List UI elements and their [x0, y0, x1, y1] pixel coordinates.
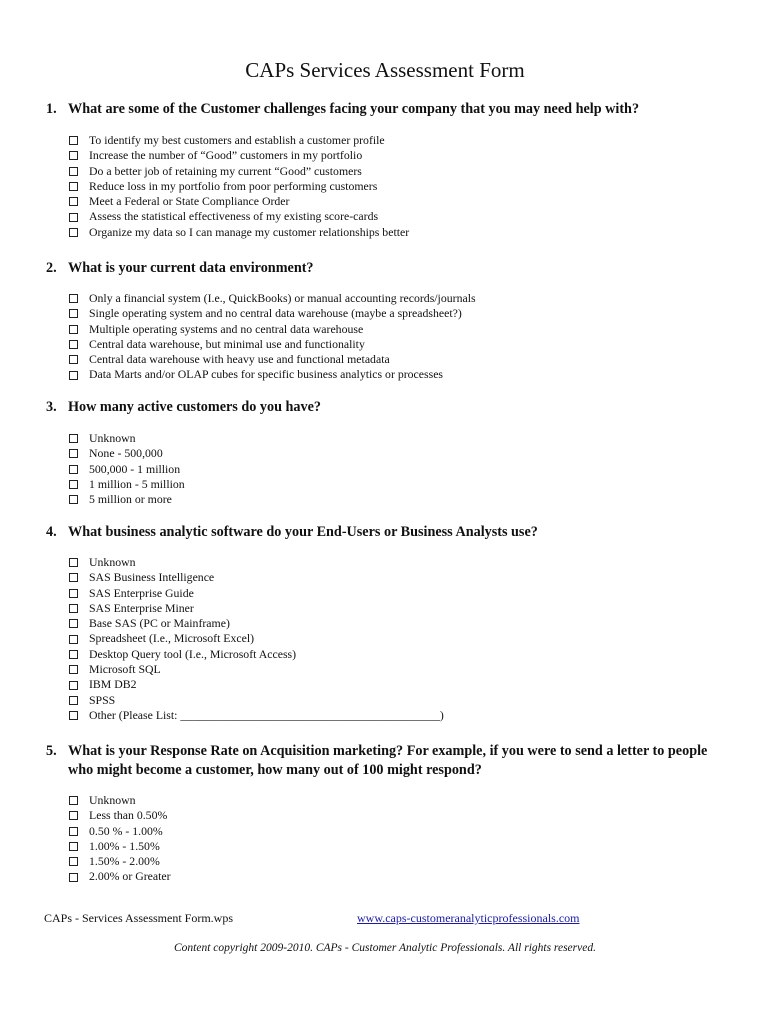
- checkbox[interactable]: [69, 681, 78, 690]
- option-label: SAS Enterprise Guide: [89, 585, 194, 600]
- option-label: Reduce loss in my portfolio from poor performing customers: [89, 178, 378, 193]
- option-label: 2.00% or Greater: [89, 869, 171, 884]
- option-label: Only a financial system (I.e., QuickBooks) or manual accounting records/journals: [89, 291, 476, 305]
- checkbox[interactable]: [69, 827, 78, 836]
- question-4: [46, 523, 726, 542]
- option-item: [69, 194, 409, 209]
- option-item: [69, 854, 171, 869]
- checkbox[interactable]: [69, 309, 78, 318]
- option-label: 5 million or more: [89, 492, 172, 507]
- question-text: What is your current data environment?: [68, 260, 314, 276]
- option-item: [69, 708, 444, 723]
- option-label: Central data warehouse, but minimal use and functionality: [89, 336, 365, 351]
- checkbox[interactable]: [69, 228, 78, 237]
- option-label: Desktop Query tool (I.e., Microsoft Access): [89, 646, 297, 661]
- footer-filename: CAPs - Services Assessment Form.wps: [44, 911, 234, 925]
- option-label: Single operating system and no central data warehouse (maybe a spreadsheet?): [89, 306, 462, 321]
- option-item: [69, 677, 444, 692]
- option-label: To identify my best customers and establish a customer profile: [89, 133, 385, 147]
- checkbox[interactable]: [69, 650, 78, 659]
- checkbox[interactable]: [69, 573, 78, 582]
- option-label: Do a better job of retaining my current “Good” customers: [89, 163, 362, 178]
- option-item: [69, 570, 444, 585]
- option-item: [69, 133, 409, 148]
- checkbox[interactable]: [69, 371, 78, 380]
- option-item: [69, 808, 171, 823]
- option-label: SPSS: [89, 692, 116, 707]
- checkbox[interactable]: [69, 434, 78, 443]
- question-1: [46, 100, 726, 119]
- option-label: Unknown: [89, 793, 136, 807]
- option-label: Unknown: [89, 431, 136, 445]
- question-number: 3.: [46, 399, 57, 415]
- question-number: 4.: [46, 524, 57, 540]
- question-1-options: [69, 133, 409, 240]
- question-number: 1.: [46, 101, 57, 117]
- question-4-options: [69, 555, 444, 723]
- option-label: 0.50 % - 1.00%: [89, 823, 163, 838]
- checkbox[interactable]: [69, 480, 78, 489]
- option-label: 500,000 - 1 million: [89, 461, 181, 476]
- question-3: [46, 398, 726, 417]
- checkbox[interactable]: [69, 294, 78, 303]
- option-item: [69, 322, 476, 337]
- checkbox[interactable]: [69, 182, 78, 191]
- option-item: [69, 586, 444, 601]
- option-item: [69, 179, 409, 194]
- option-item: [69, 693, 444, 708]
- option-label: Meet a Federal or State Compliance Order: [89, 194, 290, 209]
- checkbox[interactable]: [69, 711, 78, 720]
- option-item: [69, 446, 185, 461]
- option-item: [69, 367, 476, 382]
- question-2-options: [69, 291, 476, 383]
- checkbox[interactable]: [69, 811, 78, 820]
- checkbox[interactable]: [69, 213, 78, 222]
- option-label: Less than 0.50%: [89, 808, 168, 823]
- question-text: What are some of the Customer challenges facing your company that you may need help with?: [68, 101, 640, 117]
- checkbox[interactable]: [69, 558, 78, 567]
- option-item: [69, 601, 444, 616]
- option-item: [69, 492, 185, 507]
- option-label: Microsoft SQL: [89, 662, 161, 677]
- checkbox[interactable]: [69, 325, 78, 334]
- option-label: Base SAS (PC or Mainframe): [89, 616, 230, 631]
- option-item: [69, 477, 185, 492]
- option-label: Organize my data so I can manage my customer relationships better: [89, 224, 410, 239]
- option-label: IBM DB2: [89, 677, 137, 692]
- option-item: [69, 164, 409, 179]
- option-item: [69, 209, 409, 224]
- checkbox[interactable]: [69, 167, 78, 176]
- option-label: 1.00% - 1.50%: [89, 838, 160, 853]
- option-label: None - 500,000: [89, 446, 163, 461]
- option-label: 1.50% - 2.00%: [89, 854, 160, 869]
- option-item: [69, 306, 476, 321]
- checkbox[interactable]: [69, 151, 78, 160]
- option-label: Multiple operating systems and no central data warehouse: [89, 321, 364, 336]
- checkbox[interactable]: [69, 340, 78, 349]
- option-item: [69, 291, 476, 306]
- checkbox[interactable]: [69, 665, 78, 674]
- checkbox[interactable]: [69, 635, 78, 644]
- option-item: [69, 824, 171, 839]
- option-item: [69, 869, 171, 884]
- question-5-options: [69, 793, 171, 885]
- checkbox[interactable]: [69, 796, 78, 805]
- checkbox[interactable]: [69, 449, 78, 458]
- checkbox[interactable]: [69, 696, 78, 705]
- checkbox[interactable]: [69, 619, 78, 628]
- option-item: [69, 337, 476, 352]
- checkbox[interactable]: [69, 842, 78, 851]
- option-label: Spreadsheet (I.e., Microsoft Excel): [89, 631, 255, 646]
- question-text: How many active customers do you have?: [68, 399, 321, 415]
- checkbox[interactable]: [69, 197, 78, 206]
- checkbox[interactable]: [69, 495, 78, 504]
- option-item: [69, 431, 185, 446]
- checkbox[interactable]: [69, 355, 78, 364]
- option-item: [69, 555, 444, 570]
- option-item: [69, 462, 185, 477]
- option-label: Increase the number of “Good” customers in my portfolio: [89, 148, 363, 163]
- option-item: [69, 839, 171, 854]
- option-label: Unknown: [89, 555, 136, 569]
- option-item: [69, 662, 444, 677]
- option-label: Other (Please List: ____________________________________________): [89, 707, 444, 722]
- footer-copyright: Content copyright 2009-2010. CAPs - Customer Analytic Professionals. All rights reserved.: [174, 942, 596, 954]
- question-5: [46, 742, 726, 780]
- option-item: [69, 225, 409, 240]
- option-label: SAS Enterprise Miner: [89, 600, 194, 615]
- option-item: [69, 631, 444, 646]
- checkbox[interactable]: [69, 136, 78, 145]
- question-number: 5.: [46, 743, 57, 759]
- option-label: Assess the statistical effectiveness of my existing score-cards: [89, 209, 379, 224]
- option-item: [69, 352, 476, 367]
- question-text: What is your Response Rate on Acquisition marketing? For example, if you were to send a letter to people who might become a customer, how many out of 100 might respond?: [68, 743, 708, 778]
- option-label: SAS Business Intelligence: [89, 570, 215, 585]
- checkbox[interactable]: [69, 589, 78, 598]
- option-item: [69, 616, 444, 631]
- question-2: [46, 259, 726, 278]
- question-text: What business analytic software do your End-Users or Business Analysts use?: [68, 524, 538, 540]
- checkbox[interactable]: [69, 465, 78, 474]
- checkbox[interactable]: [69, 873, 78, 882]
- question-3-options: [69, 431, 185, 507]
- footer-website-link[interactable]: www.caps-customeranalyticprofessionals.com: [357, 911, 580, 925]
- checkbox[interactable]: [69, 857, 78, 866]
- form-title: CAPs Services Assessment Form: [245, 58, 525, 82]
- checkbox[interactable]: [69, 604, 78, 613]
- option-item: [69, 148, 409, 163]
- option-item: [69, 793, 171, 808]
- option-item: [69, 647, 444, 662]
- option-label: Data Marts and/or OLAP cubes for specific business analytics or processes: [89, 367, 444, 382]
- option-label: 1 million - 5 million: [89, 476, 185, 491]
- question-number: 2.: [46, 260, 57, 276]
- option-label: Central data warehouse with heavy use and functional metadata: [89, 352, 390, 367]
